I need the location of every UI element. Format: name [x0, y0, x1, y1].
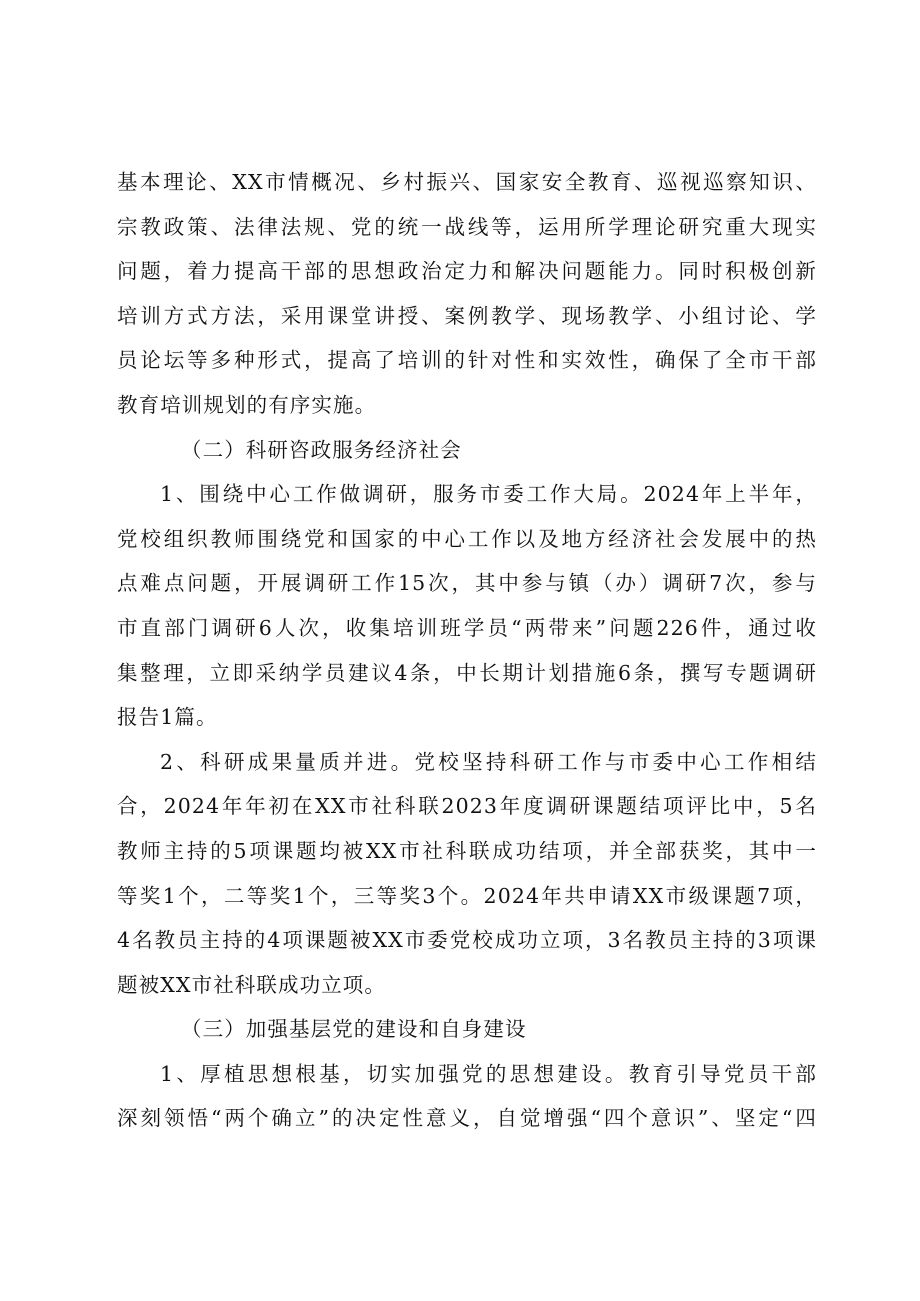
text-line: 员论坛等多种形式，提高了培训的针对性和实效性，确保了全市干部: [117, 348, 817, 373]
section-heading: （二）科研咨政服务经济社会: [181, 437, 462, 462]
text-line: 教师主持的5项课题均被XX市社科联成功结项，并全部获奖，其中一: [117, 838, 817, 863]
text-line: 问题，着力提高干部的思想政治定力和解决问题能力。同时积极创新: [117, 259, 817, 284]
text-line: 1、厚植思想根基，切实加强党的思想建设。教育引导党员干部: [160, 1061, 817, 1086]
text-line: 市直部门调研6人次，收集培训班学员“两带来”问题226件，通过收: [117, 615, 817, 640]
text-line: 题被XX市社科联成功立项。: [117, 972, 386, 997]
text-line: 宗教政策、法律法规、党的统一战线等，运用所学理论研究重大现实: [117, 214, 817, 239]
text-line: 合，2024年年初在XX市社科联2023年度调研课题结项评比中，5名: [117, 794, 817, 819]
text-line: 基本理论、XX市情概况、乡村振兴、国家安全教育、巡视巡察知识、: [117, 170, 817, 194]
text-line: 深刻领悟“两个确立”的决定性意义，自觉增强“四个意识”、坚定“四: [117, 1106, 817, 1131]
text-line: 点难点问题，开展调研工作15次，其中参与镇（办）调研7次，参与: [117, 571, 817, 596]
text-line: 等奖1个，二等奖1个，三等奖3个。2024年共申请XX市级课题7项，: [117, 883, 817, 908]
text-line: 培训方式方法，采用课堂讲授、案例教学、现场教学、小组讨论、学: [117, 303, 817, 328]
text-line: 4名教员主持的4项课题被XX市委党校成功立项，3名教员主持的3项课: [117, 928, 817, 953]
text-line: 2、科研成果量质并进。党校坚持科研工作与市委中心工作相结: [160, 749, 817, 774]
document-body: [117, 160, 817, 1141]
section-heading: （三）加强基层党的建设和自身建设: [181, 1017, 527, 1042]
text-line: 报告1篇。: [117, 705, 218, 730]
text-line: 1、围绕中心工作做调研，服务市委工作大局。2024年上半年，: [160, 482, 817, 507]
text-line: 集整理，立即采纳学员建议4条，中长期计划措施6条，撰写专题调研: [117, 660, 817, 685]
text-line: 党校组织教师围绕党和国家的中心工作以及地方经济社会发展中的热: [117, 526, 817, 551]
text-line: 教育培训规划的有序实施。: [117, 392, 377, 417]
